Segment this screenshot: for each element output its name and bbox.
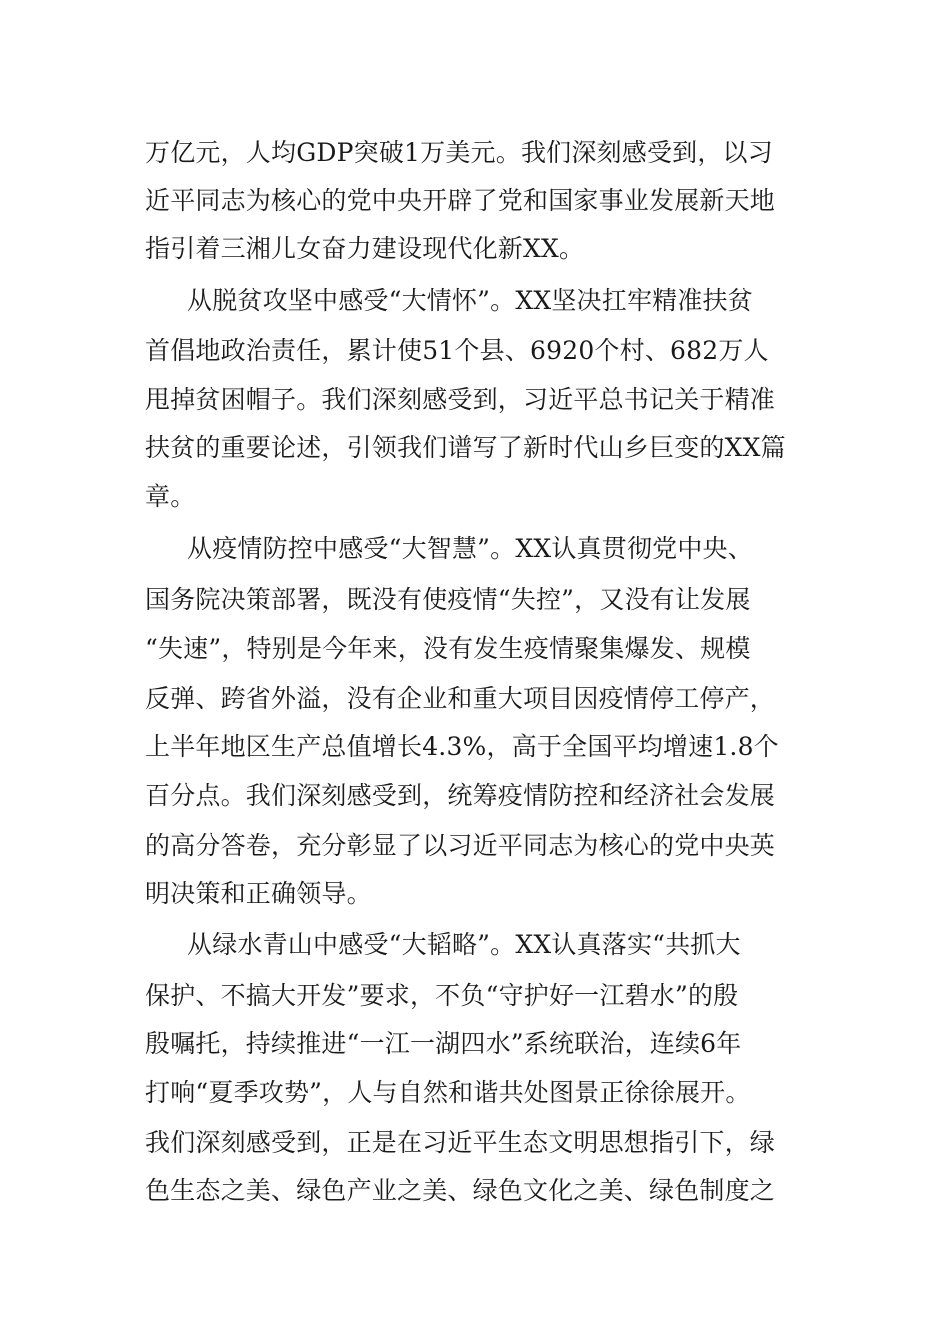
body-text-line: 国务院决策部署，既没有使疫情“失控”，又没有让发展 xyxy=(145,585,751,614)
body-text-line: 万亿元，人均GDP突破1万美元。我们深刻感受到，以习 xyxy=(145,138,773,167)
body-text-line: 甩掉贫困帽子。我们深刻感受到，习近平总书记关于精准 xyxy=(145,385,776,414)
paragraph-start-line: 从脱贫攻坚中感受“大情怀”。XX坚决扛牢精准扶贫 xyxy=(187,286,753,315)
body-text-line: 明决策和正确领导。 xyxy=(145,879,372,908)
body-text-line: 的高分答卷，充分彰显了以习近平同志为核心的党中央英 xyxy=(145,831,776,860)
body-text-line: 章。 xyxy=(145,482,196,511)
body-text-line: 我们深刻感受到，正是在习近平生态文明思想指引下，绿 xyxy=(145,1128,776,1157)
body-text-line: 殷嘱托，持续推进“一江一湖四水”系统联治，连续6年 xyxy=(145,1029,742,1058)
paragraph-start-line: 从绿水青山中感受“大韬略”。XX认真落实“共抓大 xyxy=(187,930,741,959)
body-text-line: 百分点。我们深刻感受到，统筹疫情防控和经济社会发展 xyxy=(145,781,776,810)
body-text-line: 色生态之美、绿色产业之美、绿色文化之美、绿色制度之 xyxy=(145,1176,776,1205)
body-text-line: 近平同志为核心的党中央开辟了党和国家事业发展新天地 xyxy=(145,186,776,215)
body-text-line: 反弹、跨省外溢，没有企业和重大项目因疫情停工停产， xyxy=(145,684,776,713)
body-text-line: 首倡地政治责任，累计使51个县、6920个村、682万人 xyxy=(145,336,769,365)
body-text-line: “失速”，特别是今年来，没有发生疫情聚集爆发、规模 xyxy=(145,634,751,663)
paragraph-start-line: 从疫情防控中感受“大智慧”。XX认真贯彻党中央、 xyxy=(187,534,753,563)
body-text-line: 保护、不搞大开发”要求，不负“守护好一江碧水”的殷 xyxy=(145,981,739,1010)
body-text-line: 指引着三湘儿女奋力建设现代化新XX。 xyxy=(145,234,585,263)
body-text-line: 上半年地区生产总值增长4.3%，高于全国平均增速1.8个 xyxy=(145,732,779,761)
body-text-line: 打响“夏季攻势”，人与自然和谐共处图景正徐徐展开。 xyxy=(145,1078,751,1107)
body-text-line: 扶贫的重要论述，引领我们谱写了新时代山乡巨变的XX篇 xyxy=(145,433,786,462)
